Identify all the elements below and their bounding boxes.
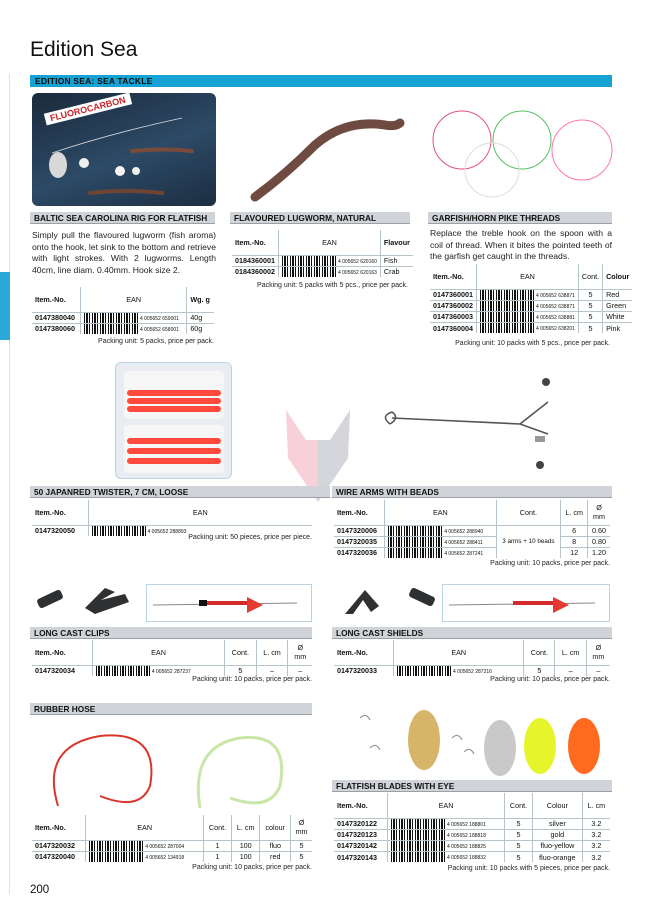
barcode (391, 830, 447, 840)
barcode (480, 323, 536, 333)
table-row: 0147380060 4 005652 658001 60g (32, 323, 214, 334)
ean-code: 4 005652 188801 (446, 821, 486, 828)
barcode (480, 290, 536, 300)
lugworm-photo (245, 105, 405, 205)
twister-photo (115, 362, 232, 479)
product-title-clips: LONG CAST CLIPS (30, 627, 312, 639)
barcode (391, 819, 447, 829)
table-row: 0147360003 4 005652 638881 5 White (430, 311, 632, 322)
garfish-threads-photo (430, 92, 615, 202)
table-row: 0147320006 4 005652 288940 3 arms + 10 beads 6 0.60 (334, 525, 610, 536)
barcode (89, 852, 145, 862)
col-ean: EAN (80, 287, 186, 312)
product-title-garfish: GARFISH/HORN PIKE THREADS (428, 212, 612, 224)
table-row: 0147320036 4 005652 287241 12 1.20 (334, 547, 610, 558)
ean-code: 4 005652 288411 (444, 539, 483, 546)
clips-detail-illustration (147, 585, 313, 623)
ean-code: 4 005652 188818 (446, 832, 486, 839)
barcode (282, 256, 338, 266)
carolina-rig-photo (32, 93, 216, 206)
ean-code: 4 005652 658001 (139, 326, 179, 333)
table-row: 0147320035 4 005652 288411 8 0.80 (334, 536, 610, 547)
table-row: 0147360002 4 005652 638871 5 Green (430, 300, 632, 311)
baltic-description: Simply pull the flavoured lugworm (fish aroma) onto the hook, let sink to the bottom and retrieve with light strokes. With 2 lugworms. Length 40cm, line diam. 0.40mm. Hook size 2. (32, 230, 216, 275)
barcode (84, 313, 140, 323)
wire-table: Item.-No. EAN Cont. L. cm Ø mm 0147320006 4 005652 288940 3 arms + 10 beads 6 0.60 0147320035 4 005652 288411 8 0.80 0147320036 4 005652 287241 12 1.20 (334, 500, 610, 558)
clips-packing: Packing unit: 10 packs, price per pack. (192, 676, 312, 683)
side-rule (9, 74, 10, 894)
wire-packing: Packing unit: 10 packs, price per pack. (490, 560, 610, 567)
baltic-packing: Packing unit: 5 packs, price per pack. (98, 338, 214, 345)
section-title-rubber-hose: RUBBER HOSE (30, 703, 312, 715)
product-title-blades: FLATFISH BLADES WITH EYE (332, 780, 612, 792)
table-row: 0147320142 4 005652 188825 5 fluo-yellow 3.2 (334, 840, 610, 851)
shields-detail-photo (442, 584, 610, 622)
table-row: 0184360002 4 005652 620163 Crab (232, 266, 413, 277)
product-title-wire: WIRE ARMS WITH BEADS (332, 486, 612, 498)
section-header-sea-tackle: EDITION SEA: SEA TACKLE (30, 75, 612, 87)
barcode (480, 312, 536, 322)
garfish-packing: Packing unit: 10 packs with 5 pcs., price per pack. (455, 340, 610, 347)
ean-code: 4 005652 638871 (535, 292, 575, 299)
baltic-table (32, 287, 214, 334)
ean-code: 4 005652 288940 (444, 528, 484, 535)
lugworm-table: Item.-No. EAN Flavour 0184360001 4 005652 620160 Fish 0184360002 4 005652 620163 Crab (232, 230, 413, 277)
clips-table: Item.-No. EAN Cont. L. cm Ø mm 0147320034 4 005652 287237 5 – – (32, 640, 312, 676)
ean-code: 4 005652 188825 (446, 843, 486, 850)
lugworm-packing: Packing unit: 5 packs with 5 pcs., price per pack. (257, 282, 408, 289)
table-row: 0147320033 4 005652 287216 5 – – (334, 665, 610, 676)
table-row: 0147360004 4 005652 638201 5 Pink (430, 322, 632, 333)
col-item-no: Item.-No. (32, 287, 80, 312)
ean-code: 4 005652 288893 (147, 528, 187, 535)
table-row: 0147320034 4 005652 287237 5 – – (32, 665, 312, 676)
shields-packing: Packing unit: 10 packs, price per pack. (490, 676, 610, 683)
ean-code: 4 005652 287216 (452, 668, 492, 675)
fluorocarbon-badge: FLUOROCARBON (44, 93, 132, 125)
wire-arms-photo (370, 372, 610, 472)
table-row: 0147320123 4 005652 188818 5 gold 3.2 (334, 829, 610, 840)
flatfish-blades-photo (340, 708, 612, 782)
barcode (282, 267, 338, 277)
clips-photo (35, 580, 135, 620)
barcode (89, 841, 145, 851)
clips-detail-photo (146, 584, 312, 622)
blades-packing: Packing unit: 10 packs with 5 pieces, price per pack. (447, 865, 610, 872)
shields-detail-illustration (443, 585, 611, 623)
page-number: 200 (30, 884, 50, 896)
twister-table: Item.-No. EAN 0147320050 4 005652 288893 (32, 500, 312, 536)
garfish-description: Replace the treble hook on the spoon with a coil of thread. When it bites the pointed teeth of the garfish get caught in the threads. (430, 228, 612, 261)
barcode (391, 852, 447, 862)
ean-code: 4 005652 287237 (151, 668, 191, 675)
ean-code: 4 005652 188832 (446, 854, 486, 861)
twister-illustration (116, 363, 232, 479)
barcode (388, 537, 444, 547)
barcode (84, 324, 140, 334)
ean-code: 4 005652 287004 (145, 843, 185, 850)
ean-code: 4 005652 638201 (535, 325, 575, 332)
barcode (388, 526, 444, 536)
rubber-hose-packing: Packing unit: 10 packs, price per pack. (192, 864, 312, 871)
table-row: 0184360001 4 005652 620160 Fish (232, 255, 413, 266)
table-row: 0147320040 4 005652 134918 1 100 red 5 (32, 851, 312, 862)
table-row: 0147360001 4 005652 638871 5 Red (430, 289, 632, 300)
table-row: 0147320050 4 005652 288893 (32, 525, 312, 536)
ean-code: 4 005652 638871 (535, 303, 575, 310)
garfish-table: Item.-No. EAN Cont. Colour 0147360001 4 005652 638871 5 Red 0147360002 4 005652 638871 5 Green 0147360003 4 005652 638881 5 White 0147360004 4 005652 638201 5 Pink (430, 264, 632, 333)
barcode (480, 301, 536, 311)
side-color-tab (0, 272, 10, 340)
shields-table: Item.-No. EAN Cont. L. cm Ø mm 0147320033 4 005652 287216 5 – – (334, 640, 610, 676)
barcode (391, 841, 447, 851)
rubber-hose-table: Item.-No. EAN Cont. L. cm colour Ø mm 0147320032 4 005652 287004 1 100 fluo 5 0147320040 4 005652 134918 1 100 red 5 (32, 815, 312, 862)
ean-code: 4 005652 620160 (337, 258, 377, 265)
page-title: Edition Sea (30, 38, 138, 61)
ean-code: 4 005652 620163 (337, 269, 377, 276)
ean-code: 4 005652 638881 (535, 314, 575, 321)
ean-code: 4 005652 287241 (444, 550, 484, 557)
product-title-shields: LONG CAST SHIELDS (332, 627, 612, 639)
barcode (397, 666, 453, 676)
table-row: 0147320143 4 005652 188832 5 fluo-orange 3.2 (334, 851, 610, 862)
rubber-hose-photo (40, 716, 310, 816)
product-title-lugworm: FLAVOURED LUGWORM, NATURAL (230, 212, 410, 224)
table-row: 0147380040 4 005652 659001 40g (32, 312, 214, 323)
twister-packing: Packing unit: 50 pieces, price per piece. (188, 534, 312, 541)
ean-code: 4 005652 134918 (145, 854, 185, 861)
barcode (388, 548, 444, 558)
col-weight: Wg. g (187, 287, 214, 312)
product-title-baltic: BALTIC SEA CAROLINA RIG FOR FLATFISH (30, 212, 215, 224)
ean-code: 4 005652 659001 (139, 315, 179, 322)
blades-table: Item.-No. EAN Cont. Colour L. cm 0147320122 4 005652 188801 5 silver 3.2 0147320123 4 005652 188818 5 gold 3.2 0147320142 4 005652 188825 5 fluo-yellow 3.2 0147320143 4 005652 188832 5 fluo-orange 3.2 (334, 793, 610, 862)
product-title-twister: 50 JAPANRED TWISTER, 7 CM, LOOSE (30, 486, 330, 498)
table-row: 0147320122 4 005652 188801 5 silver 3.2 (334, 818, 610, 829)
barcode (96, 666, 152, 676)
shields-photo (335, 580, 435, 620)
table-row: 0147320032 4 005652 287004 1 100 fluo 5 (32, 840, 312, 851)
